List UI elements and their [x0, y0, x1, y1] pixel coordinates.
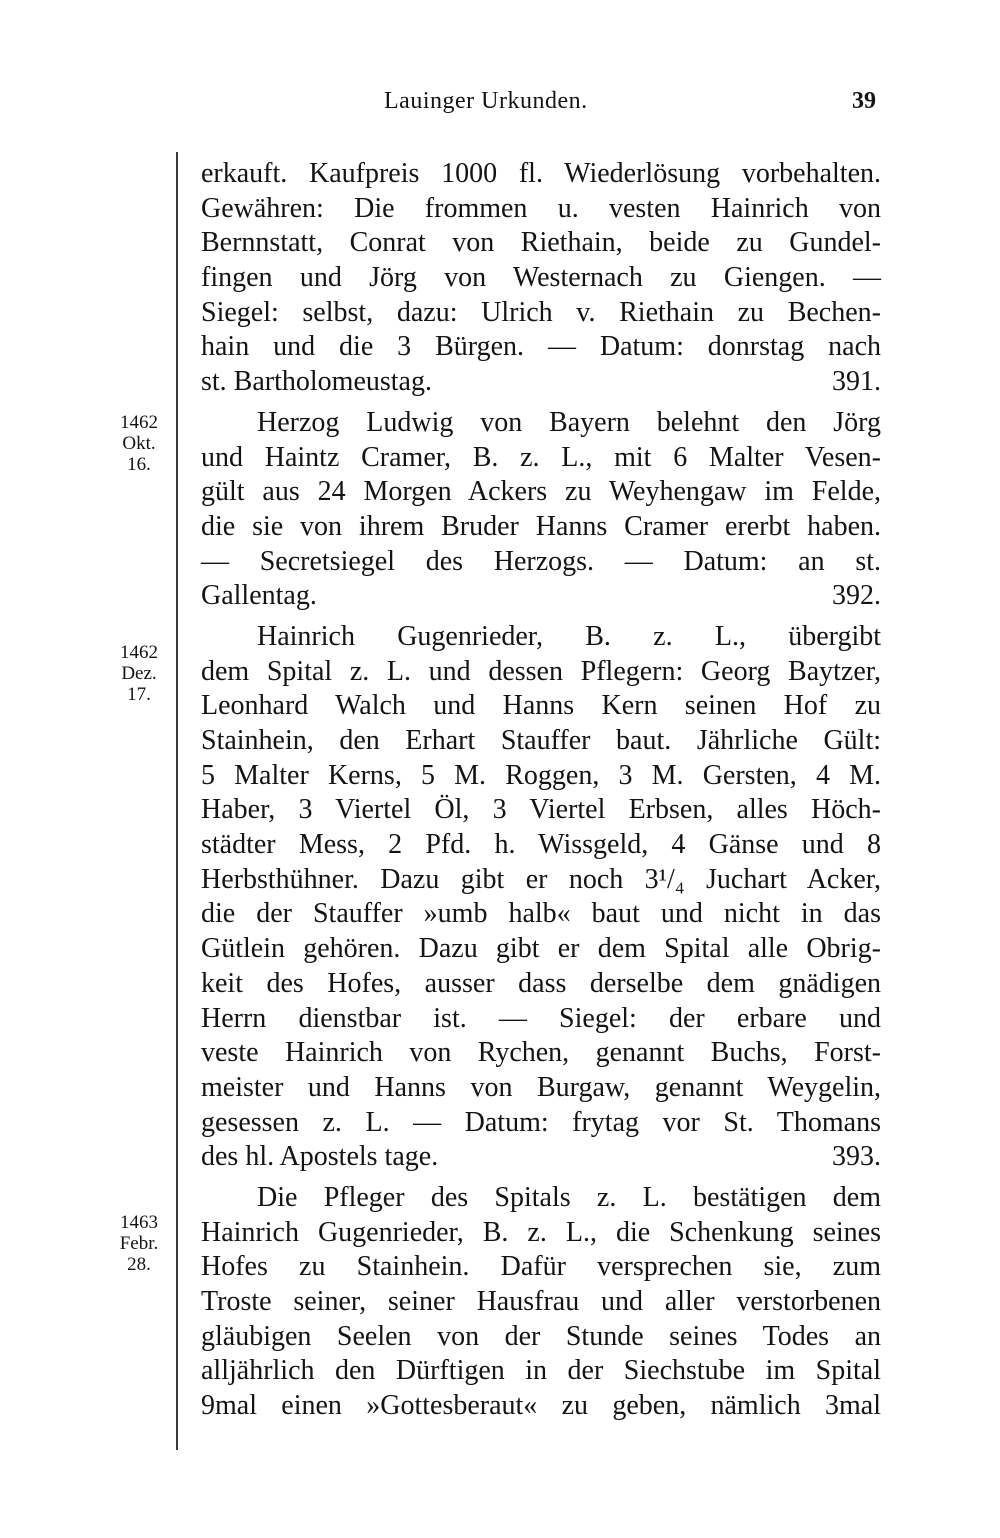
text-line: fingen und Jörg von Westernach zu Giengen. — — [201, 262, 881, 294]
text-line: Herbsthühner. Dazu gibt er noch 3¹/₄ Juchart Acker, — [201, 863, 881, 895]
text-line: Hofes zu Stainhein. Dafür versprechen sie, zum — [201, 1251, 881, 1283]
entry-392 — [201, 406, 881, 614]
text-line: Hainrich Gugenrieder, B. z. L., übergibt — [257, 620, 881, 652]
margin-date-month: Okt. — [122, 433, 156, 454]
text-line: die sie von ihrem Bruder Hanns Cramer ererbt haben. — [201, 510, 881, 542]
margin-date-394 — [104, 1212, 174, 1275]
text-line: gesessen z. L. — Datum: frytag vor St. Thomans — [201, 1106, 881, 1138]
entry-number: 392. — [832, 580, 881, 612]
text-line: dem Spital z. L. und dessen Pflegern: Georg Baytzer, — [201, 655, 881, 687]
margin-date-392 — [104, 412, 174, 475]
text-line: und Haintz Cramer, B. z. L., mit 6 Malter Vesen- — [201, 441, 881, 473]
text-line: erkauft. Kaufpreis 1000 fl. Wiederlösung vorbehalten. — [201, 158, 881, 189]
margin-rule — [176, 152, 178, 1450]
text-line: städter Mess, 2 Pfd. h. Wissgeld, 4 Gänse und 8 — [201, 829, 881, 861]
entry-394 — [201, 1181, 881, 1424]
running-title: Lauinger Urkunden. — [384, 88, 588, 114]
text-line: veste Hainrich von Rychen, genannt Buchs, Forst- — [201, 1037, 881, 1069]
text-line-last — [201, 579, 881, 614]
text-line: keit des Hofes, ausser dass derselbe dem gnädigen — [201, 967, 881, 999]
entry-number: 393. — [832, 1141, 881, 1173]
text-line: Hainrich Gugenrieder, B. z. L., die Schenkung seines — [201, 1216, 881, 1248]
text-line: alljährlich den Dürftigen in der Siechstube im Spital — [201, 1355, 881, 1387]
margin-date-393 — [104, 642, 174, 705]
page-number: 39 — [852, 88, 876, 114]
margin-date-month: Febr. — [119, 1233, 159, 1254]
margin-date-day: 17. — [127, 684, 151, 705]
text-line: Bernnstatt, Conrat von Riethain, beide zu Gundel- — [201, 227, 881, 259]
text-line: — Secretsiegel des Herzogs. — Datum: an st. — [201, 545, 881, 577]
entry-393 — [201, 620, 881, 1175]
text-line: hain und die 3 Bürgen. — Datum: donrstag nach — [201, 331, 881, 363]
text-line: Troste seiner, seiner Hausfrau und aller verstorbenen — [201, 1286, 881, 1317]
text-line: gläubigen Seelen von der Stunde seines Todes an — [201, 1320, 881, 1352]
text-line: Stainhein, den Erhart Stauffer baut. Jährliche Gült: — [201, 725, 881, 756]
text-line: 9mal einen »Gottesberaut« zu geben, nämlich 3mal — [201, 1390, 881, 1422]
margin-date-month: Dez. — [121, 663, 157, 684]
margin-date-day: 28. — [127, 1254, 151, 1275]
margin-date-year: 1462 — [120, 412, 158, 433]
text-column — [201, 157, 881, 1424]
entry-391 — [201, 157, 881, 400]
text-line: des hl. Apostels tage. — [201, 1141, 439, 1173]
text-line: die der Stauffer »umb halb« baut und nicht in das — [201, 898, 881, 930]
text-line: 5 Malter Kerns, 5 M. Roggen, 3 M. Gersten, 4 M. — [201, 759, 881, 791]
text-line: Gewähren: Die frommen u. vesten Hainrich von — [201, 192, 881, 224]
text-line: Siegel: selbst, dazu: Ulrich v. Riethain zu Bechen- — [201, 296, 881, 328]
margin-date-year: 1462 — [120, 642, 158, 663]
text-line: meister und Hanns von Burgaw, genannt Weygelin, — [201, 1071, 881, 1103]
text-line: gült aus 24 Morgen Ackers zu Weyhengaw im Felde, — [201, 476, 881, 508]
text-line: Herzog Ludwig von Bayern belehnt den Jörg — [257, 406, 881, 438]
text-line: Herrn dienstbar ist. — Siegel: der erbare und — [201, 1002, 881, 1034]
margin-date-year: 1463 — [120, 1212, 158, 1233]
running-header — [0, 88, 1000, 124]
text-line: Gütlein gehören. Dazu gibt er dem Spital alle Obrig- — [201, 933, 881, 965]
text-line: Leonhard Walch und Hanns Kern seinen Hof zu — [201, 690, 881, 722]
text-line: Die Pfleger des Spitals z. L. bestätigen dem — [257, 1181, 881, 1213]
entry-number: 391. — [832, 366, 881, 398]
text-line: st. Bartholomeustag. — [201, 366, 432, 398]
text-line: Gallentag. — [201, 580, 317, 612]
text-line-last — [201, 365, 881, 400]
text-line-last — [201, 1140, 881, 1175]
text-line: Haber, 3 Viertel Öl, 3 Viertel Erbsen, alles Höch- — [201, 794, 881, 826]
margin-date-day: 16. — [127, 454, 151, 475]
